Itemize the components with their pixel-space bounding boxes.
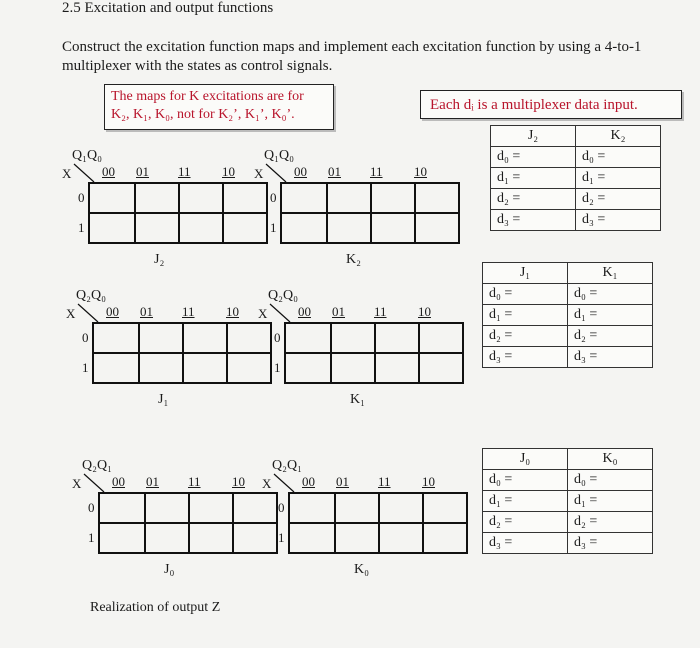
table-row — [483, 305, 653, 326]
mux-input-cell: d₃ = — [568, 533, 653, 554]
kmap-column-label: 10 — [232, 474, 245, 489]
table-row — [491, 168, 661, 189]
kmap-grid — [284, 322, 464, 384]
kmap-column-label: 01 — [328, 164, 341, 179]
note-line-1: The maps for K excitations are for — [111, 89, 304, 104]
kmap-x-label: X — [262, 476, 272, 491]
table-row — [483, 347, 653, 368]
table-header: K₀ — [568, 449, 653, 470]
kmap-column-label: 11 — [370, 164, 383, 179]
kmap-grid-divider — [90, 212, 266, 214]
kmap-4 — [72, 458, 282, 578]
mux-input-cell: d₀ = — [568, 470, 653, 491]
kmap-column-label: 00 — [112, 474, 125, 489]
kmap-diagonal — [264, 162, 288, 184]
kmap-5 — [262, 458, 472, 578]
mux-input-cell: d₂ = — [483, 326, 568, 347]
table-row — [483, 326, 653, 347]
instructions-text: Construct the excitation function maps and implement each excitation function by using a 4-to-1 multiplexer with the states as control signals. — [62, 39, 642, 74]
mux-input-table-2 — [482, 448, 653, 554]
kmap-function-name: K₀ — [354, 562, 369, 577]
kmap-x-label: X — [62, 166, 72, 181]
kmap-x-label: X — [254, 166, 264, 181]
section-title: 2.5 Excitation and output functions — [62, 0, 274, 16]
kmap-grid-divider — [94, 352, 270, 354]
kmap-column-label: 00 — [294, 164, 307, 179]
kmap-column-label: 11 — [374, 304, 387, 319]
kmap-grid — [280, 182, 460, 244]
kmap-grid — [92, 322, 272, 384]
mux-input-cell: d₀ = — [483, 470, 568, 491]
kmap-column-label: 01 — [332, 304, 345, 319]
kmap-column-label: 10 — [414, 164, 427, 179]
kmap-column-label: 11 — [178, 164, 191, 179]
kmap-row-label: 0 — [82, 330, 89, 345]
mux-input-cell: d₁ = — [576, 168, 661, 189]
table-row — [491, 210, 661, 231]
kmap-row-label: 0 — [270, 190, 277, 205]
kmap-grid — [88, 182, 268, 244]
mux-input-cell: d₁ = — [483, 491, 568, 512]
kmap-column-label: 10 — [226, 304, 239, 319]
kmap-0 — [62, 148, 272, 268]
kmap-column-label: 01 — [136, 164, 149, 179]
table-header: J₂ — [491, 126, 576, 147]
mux-input-cell: d₂ = — [576, 189, 661, 210]
kmap-row-label: 1 — [274, 360, 281, 375]
kmap-function-name: K₂ — [346, 252, 361, 267]
table-header: J₁ — [483, 263, 568, 284]
output-z-label: Realization of output Z — [90, 600, 221, 615]
kmap-variable-label: Q₁Q₀ — [72, 148, 102, 163]
kmap-column-label: 01 — [146, 474, 159, 489]
mux-input-table-1 — [482, 262, 653, 368]
mux-input-cell: d₃ = — [568, 347, 653, 368]
kmap-grid-divider — [286, 352, 462, 354]
kmap-variable-label: Q₂Q₁ — [272, 458, 302, 473]
kmap-function-name: J₂ — [154, 252, 165, 267]
kmap-1 — [254, 148, 464, 268]
kmap-row-label: 1 — [270, 220, 277, 235]
mux-input-cell: d₂ = — [483, 512, 568, 533]
mux-input-cell: d₀ = — [568, 284, 653, 305]
kmap-column-label: 01 — [140, 304, 153, 319]
table-row — [483, 491, 653, 512]
table-header: K₂ — [576, 126, 661, 147]
mux-input-cell: d₃ = — [491, 210, 576, 231]
mux-input-cell: d₂ = — [568, 512, 653, 533]
mux-input-cell: d₁ = — [483, 305, 568, 326]
mux-input-cell: d₁ = — [568, 491, 653, 512]
kmap-x-label: X — [72, 476, 82, 491]
kmap-column-label: 10 — [422, 474, 435, 489]
table-row — [483, 512, 653, 533]
mux-input-note: Each dᵢ is a multiplexer data input. — [420, 90, 682, 119]
kmap-row-label: 0 — [78, 190, 85, 205]
kmap-row-label: 0 — [274, 330, 281, 345]
table-row — [491, 147, 661, 168]
kmap-grid-divider — [290, 522, 466, 524]
kmap-column-label: 00 — [102, 164, 115, 179]
kmap-diagonal — [268, 302, 292, 324]
kmap-column-label: 11 — [378, 474, 391, 489]
mux-input-cell: d₀ = — [491, 147, 576, 168]
kmap-diagonal — [272, 472, 296, 494]
table-row — [483, 470, 653, 491]
mux-input-cell: d₁ = — [568, 305, 653, 326]
table-row — [491, 189, 661, 210]
mux-input-cell: d₀ = — [483, 284, 568, 305]
kmap-column-label: 00 — [106, 304, 119, 319]
kmap-column-label: 00 — [302, 474, 315, 489]
kmap-diagonal — [82, 472, 106, 494]
k-map-note — [104, 84, 334, 130]
kmap-column-label: 10 — [222, 164, 235, 179]
table-row — [483, 284, 653, 305]
kmap-3 — [258, 288, 468, 408]
kmap-row-label: 1 — [78, 220, 85, 235]
mux-input-cell: d₁ = — [491, 168, 576, 189]
kmap-row-label: 0 — [88, 500, 95, 515]
mux-input-cell: d₀ = — [576, 147, 661, 168]
mux-input-cell: d₃ = — [483, 347, 568, 368]
kmap-grid-divider — [282, 212, 458, 214]
mux-input-cell: d₂ = — [491, 189, 576, 210]
table-row — [483, 533, 653, 554]
kmap-row-label: 1 — [278, 530, 285, 545]
kmap-diagonal — [72, 162, 96, 184]
kmap-column-label: 11 — [182, 304, 195, 319]
kmap-variable-label: Q₁Q₀ — [264, 148, 294, 163]
kmap-function-name: K₁ — [350, 392, 365, 407]
note-line-2: K₂, K₁, K₀, not for K₂’, K₁’, K₀’. — [111, 107, 295, 122]
kmap-x-label: X — [258, 306, 268, 321]
kmap-row-label: 1 — [88, 530, 95, 545]
mux-input-cell: d₃ = — [576, 210, 661, 231]
kmap-row-label: 1 — [82, 360, 89, 375]
mux-input-cell: d₃ = — [483, 533, 568, 554]
kmap-column-label: 01 — [336, 474, 349, 489]
kmap-x-label: X — [66, 306, 76, 321]
table-header: K₁ — [568, 263, 653, 284]
kmap-diagonal — [76, 302, 100, 324]
kmap-grid — [98, 492, 278, 554]
table-header: J₀ — [483, 449, 568, 470]
kmap-column-label: 00 — [298, 304, 311, 319]
mux-input-table-0 — [490, 125, 661, 231]
kmap-2 — [66, 288, 276, 408]
kmap-column-label: 10 — [418, 304, 431, 319]
kmap-variable-label: Q₂Q₁ — [82, 458, 112, 473]
kmap-variable-label: Q₂Q₀ — [268, 288, 298, 303]
kmap-grid-divider — [100, 522, 276, 524]
kmap-row-label: 0 — [278, 500, 285, 515]
mux-input-cell: d₂ = — [568, 326, 653, 347]
kmap-variable-label: Q₂Q₀ — [76, 288, 106, 303]
kmap-grid — [288, 492, 468, 554]
kmap-column-label: 11 — [188, 474, 201, 489]
kmap-function-name: J₁ — [158, 392, 169, 407]
kmap-function-name: J₀ — [164, 562, 175, 577]
